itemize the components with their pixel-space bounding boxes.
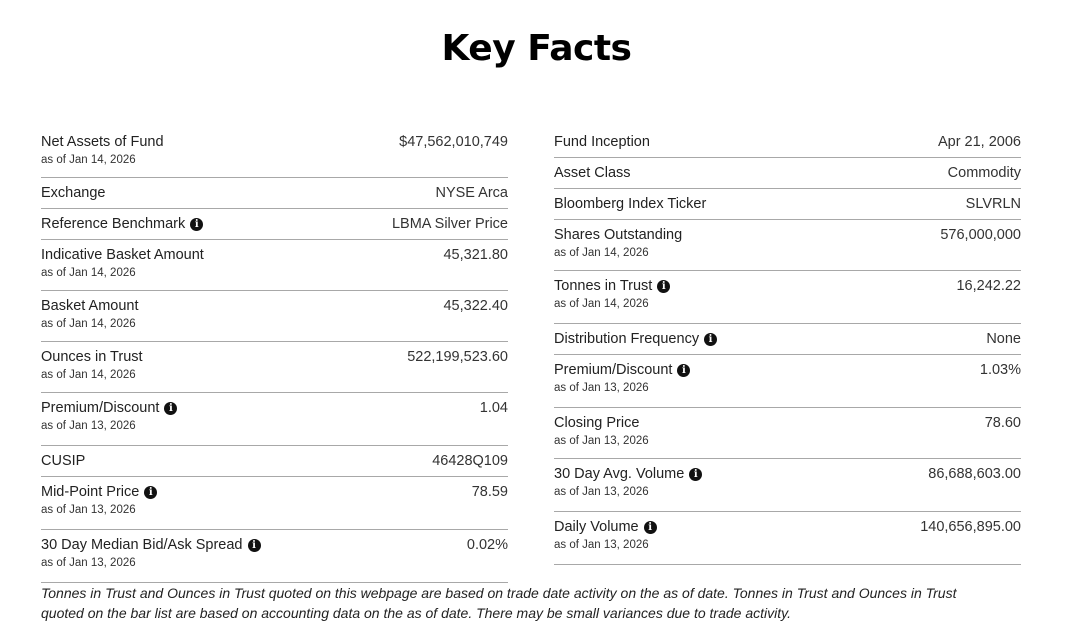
fact-row-shares-outstanding xyxy=(554,220,1021,271)
info-icon[interactable]: i xyxy=(704,333,717,346)
fact-label-group xyxy=(554,465,702,499)
fact-row-30-day-avg-volume xyxy=(554,459,1021,512)
info-icon[interactable]: i xyxy=(689,468,702,481)
fact-row-net-assets-of-fund xyxy=(41,127,508,178)
info-icon[interactable]: i xyxy=(144,486,157,499)
fact-label xyxy=(41,483,157,501)
fact-label-text: Distribution Frequency xyxy=(554,331,700,347)
info-icon[interactable]: i xyxy=(677,364,690,377)
fact-as-of-date: as of Jan 13, 2026 xyxy=(554,539,649,551)
key-facts-left-column xyxy=(41,127,508,583)
fact-as-of-date: as of Jan 13, 2026 xyxy=(554,486,649,498)
fact-label xyxy=(41,536,261,554)
fact-value: 16,242.22 xyxy=(956,278,1021,294)
fact-label-text: Bloomberg Index Ticker xyxy=(554,196,707,212)
fact-row-premium-discount xyxy=(41,393,508,446)
page-title: Key Facts xyxy=(441,28,632,69)
fact-label-text: Tonnes in Trust xyxy=(554,278,653,294)
fact-label-text: Daily Volume xyxy=(554,519,639,535)
fact-label-group xyxy=(554,330,717,348)
fact-row-bloomberg-index-ticker xyxy=(554,189,1021,220)
fact-row-tonnes-in-trust xyxy=(554,271,1021,324)
fact-value: SLVRLN xyxy=(965,196,1021,212)
fact-label-text: Asset Class xyxy=(554,165,631,181)
fact-label-text: Net Assets of Fund xyxy=(41,134,164,150)
fact-label-group xyxy=(41,246,204,280)
fact-row-fund-inception xyxy=(554,127,1021,158)
fact-row-30-day-median-bid-ask-spread xyxy=(41,530,508,583)
fact-label-text: 30 Day Avg. Volume xyxy=(554,466,685,482)
fact-label-text: Reference Benchmark xyxy=(41,216,186,232)
fact-value: 78.59 xyxy=(471,484,508,500)
fact-label-text: Mid-Point Price xyxy=(41,484,140,500)
fact-value: 46428Q109 xyxy=(432,453,508,469)
fact-row-distribution-frequency xyxy=(554,324,1021,355)
fact-value: 1.04 xyxy=(479,400,508,416)
fact-label-group xyxy=(41,483,157,517)
fact-label xyxy=(554,164,631,182)
info-icon[interactable]: i xyxy=(248,539,261,552)
fact-label-text: Premium/Discount xyxy=(41,400,160,416)
fact-as-of-date: as of Jan 14, 2026 xyxy=(41,318,136,330)
fact-row-indicative-basket-amount xyxy=(41,240,508,291)
fact-value: 86,688,603.00 xyxy=(928,466,1021,482)
fact-as-of-date: as of Jan 14, 2026 xyxy=(41,369,136,381)
fact-label-group xyxy=(554,361,690,395)
fact-label xyxy=(41,348,143,366)
fact-as-of-date: as of Jan 14, 2026 xyxy=(41,267,136,279)
fact-label-text: Basket Amount xyxy=(41,298,139,314)
fact-label-group xyxy=(554,226,682,260)
fact-row-exchange xyxy=(41,178,508,209)
info-icon[interactable]: i xyxy=(164,402,177,415)
fact-label xyxy=(41,399,177,417)
fact-label-text: Closing Price xyxy=(554,415,640,431)
fact-value: 522,199,523.60 xyxy=(407,349,508,365)
fact-label-text: Ounces in Trust xyxy=(41,349,143,365)
fact-label-group xyxy=(554,414,649,448)
info-icon[interactable]: i xyxy=(644,521,657,534)
fact-value: 78.60 xyxy=(984,415,1021,431)
key-facts-right-column xyxy=(554,127,1021,565)
disclaimer-text: Tonnes in Trust and Ounces in Trust quoted on this webpage are based on trade date activity on the as of date. Tonnes in Trust and Ounces in Trust quoted on the bar list are based on accounting data on the as of date. There may be small variances due to trade activity. xyxy=(41,585,957,621)
fact-value: NYSE Arca xyxy=(435,185,508,201)
fact-label-group xyxy=(41,215,203,233)
fact-label-group xyxy=(41,536,261,570)
info-icon[interactable]: i xyxy=(657,280,670,293)
fact-label-group xyxy=(41,133,164,167)
fact-label xyxy=(554,133,650,151)
fact-label xyxy=(41,297,139,315)
fact-label xyxy=(41,184,106,202)
fact-label-text: Exchange xyxy=(41,185,106,201)
fact-value: None xyxy=(986,331,1021,347)
fact-row-asset-class xyxy=(554,158,1021,189)
fact-label-text: Shares Outstanding xyxy=(554,227,683,243)
fact-row-cusip xyxy=(41,446,508,477)
fact-value: 140,656,895.00 xyxy=(920,519,1021,535)
fact-label-group xyxy=(41,184,106,202)
fact-row-basket-amount xyxy=(41,291,508,342)
fact-label-group xyxy=(41,399,177,433)
fact-label-group xyxy=(41,348,143,382)
fact-label xyxy=(554,195,706,213)
fact-label-text: Fund Inception xyxy=(554,134,650,150)
fact-as-of-date: as of Jan 13, 2026 xyxy=(41,504,136,516)
fact-label-group xyxy=(554,133,650,151)
info-icon[interactable]: i xyxy=(190,218,203,231)
fact-as-of-date: as of Jan 14, 2026 xyxy=(41,154,136,166)
fact-value: 1.03% xyxy=(979,362,1021,378)
fact-as-of-date: as of Jan 13, 2026 xyxy=(41,557,136,569)
fact-label-group xyxy=(554,518,657,552)
fact-row-closing-price xyxy=(554,408,1021,459)
fact-label xyxy=(554,226,682,244)
fact-row-reference-benchmark xyxy=(41,209,508,240)
fact-label xyxy=(41,452,85,470)
fact-label-text: CUSIP xyxy=(41,453,86,469)
fact-label xyxy=(41,215,203,233)
fact-value: 576,000,000 xyxy=(940,227,1021,243)
fact-label-group xyxy=(41,452,85,470)
fact-row-mid-point-price xyxy=(41,477,508,530)
fact-row-ounces-in-trust xyxy=(41,342,508,393)
fact-value: 45,321.80 xyxy=(443,247,508,263)
fact-label-group xyxy=(554,195,706,213)
fact-row-premium-discount xyxy=(554,355,1021,408)
fact-label-group xyxy=(554,277,670,311)
fact-label-group xyxy=(554,164,631,182)
fact-label xyxy=(554,277,670,295)
fact-value: Apr 21, 2006 xyxy=(937,134,1021,150)
fact-as-of-date: as of Jan 13, 2026 xyxy=(554,435,649,447)
fact-as-of-date: as of Jan 14, 2026 xyxy=(554,247,649,259)
fact-label-text: Premium/Discount xyxy=(554,362,673,378)
fact-value: $47,562,010,749 xyxy=(399,134,508,150)
fact-label xyxy=(41,133,164,151)
fact-as-of-date: as of Jan 13, 2026 xyxy=(554,382,649,394)
fact-label xyxy=(41,246,204,264)
fact-label-group xyxy=(41,297,139,331)
fact-label-text: 30 Day Median Bid/Ask Spread xyxy=(41,537,243,553)
fact-label xyxy=(554,361,690,379)
fact-label xyxy=(554,465,702,483)
fact-label xyxy=(554,330,717,348)
fact-value: 0.02% xyxy=(466,537,508,553)
fact-label xyxy=(554,414,649,432)
fact-value: 45,322.40 xyxy=(443,298,508,314)
fact-label xyxy=(554,518,657,536)
fact-label-text: Indicative Basket Amount xyxy=(41,247,204,263)
fact-row-daily-volume xyxy=(554,512,1021,565)
fact-value: LBMA Silver Price xyxy=(391,216,508,232)
fact-value: Commodity xyxy=(947,165,1021,181)
fact-as-of-date: as of Jan 13, 2026 xyxy=(41,420,136,432)
fact-as-of-date: as of Jan 14, 2026 xyxy=(554,298,649,310)
